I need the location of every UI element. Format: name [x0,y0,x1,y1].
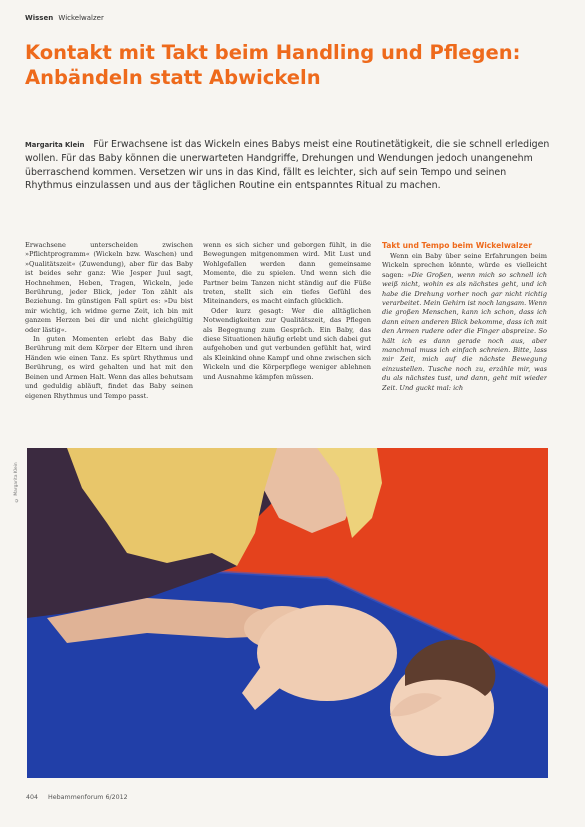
photo-illustration [27,448,548,778]
page-footer [26,794,128,801]
page-number: 404 [26,794,39,801]
article-title [25,40,565,90]
lead-text: Für Erwachsene ist das Wickeln eines Babys meist eine Routinetätigkeit, die sie schnell erledigen wollen. Für das Baby können die unerwarteten Handgriffe, Drehungen und Wendungen jedoch unangenehm überraschend kommen. Versetzen wir uns in das Kind, fällt es leichter, sich auf sein Tempo und seinen Rhythmus einzulassen und aus der täglichen Routine ein entspanntes Ritual zu machen. [25,139,550,191]
running-head [25,14,104,22]
title-line-2: Anbändeln statt Abwickeln [25,66,321,89]
article-photo [27,448,548,778]
body-column-2 [203,241,371,437]
column-3-intro: Wenn ein Baby über seine Erfahrungen beim Wickeln sprechen könnte, würde es vielleicht sagen: [382,252,547,279]
column-1-paragraph-1: Erwachsene unterscheiden zwischen »Pflichtprogramm« (Wickeln bzw. Waschen) und »Qualitätszeit« (Zuwendung), aber für das Baby ist beides sehr ganz: Wie Jesper Juul sagt, Hochnehmen, Heben, Tragen, Wickeln, jede Berührung, jeder Blick, jeder Ton zählt als Beziehung. Im günstigen Fall spürt es: »Du bist mir wichtig, ich widme gerne Zeit, ich bin mit ganzem Herzen bei dir und nicht gleichgültig oder lästig«. [25,241,193,334]
issue-number: 6/2012 [105,794,128,801]
lead-paragraph [25,138,555,192]
title-line-1: Kontakt mit Takt beim Handling und Pflegen: [25,41,521,64]
author-name: Margarita Klein [25,141,85,149]
running-head-section: Wissen [25,14,54,22]
publication-name: Hebammenforum [48,794,104,801]
running-head-topic: Wickelwalzer [58,14,104,22]
body-column-1 [25,241,193,437]
photo-credit: © Margarita Klein [14,462,19,502]
column-3-subhead: Takt und Tempo beim Wickelwalzer [382,241,532,250]
column-2-paragraph-2: Oder kurz gesagt: Wer die alltäglichen Notwendigkeiten zur Qualitätszeit, das Pflegen als Begegnung zum Gespräch. Ein Baby, das diese Situationen häufig erlebt und sich dabei gut aufgehoben und gut verbunden gefühlt hat, wird als Kleinkind ohne Kampf und ohne zwischen sich Wickeln und die Körperpflege weniger ablehnen und Ausnahme kämpfen müssen. [203,306,371,381]
body-column-3 [382,241,547,437]
column-2-paragraph-1: wenn es sich sicher und geborgen fühlt, in die Bewegungen mitgenommen wird. Mit Lust und Wohlgefallen werden dann gemeinsame Momente, die zu spielen. Und wenn sich die Partner beim Tanzen nicht ständig auf die Füße treten, stellt sich ein tiefes Gefühl des Miteinanders, es macht einfach glücklich. [203,241,371,306]
column-1-paragraph-2: In guten Momenten erlebt das Baby die Berührung mit dem Körper der Eltern und ihren Händen wie einen Tanz. Es spürt Rhythmus und Berührung, es wird gehalten und hat mit den Beinen und Armen Halt. Wenn das alles behutsam und geduldig abläuft, findet das Baby seinen eigenen Rhythmus und Tempo passt. [25,335,193,400]
baby-quote: »Die Großen, wenn mich so schnell ich weiß nicht, wohin es als nächstes geht, und ich habe die Drehung vorher noch gar nicht richtig verarbeitet. Mein Gehirn ist noch langsam. Wenn die großen Menschen, kann ich schon, dass ich dann einen anderen Blick bekomme, dass ich mit den Armen rudere oder die Finger abspreize. So hält ich es dann gerade noch aus, aber manchmal muss ich einfach schreien. Bitte, lass mir Zeit, mich auf die nächste Bewegung einzustellen. Tusche noch zu, erzähle mir, was du als nächstes tust, und dann, geht mit wieder Zeit. Und guckt mal: ich [382,270,547,392]
column-3-paragraph-1 [382,252,547,393]
